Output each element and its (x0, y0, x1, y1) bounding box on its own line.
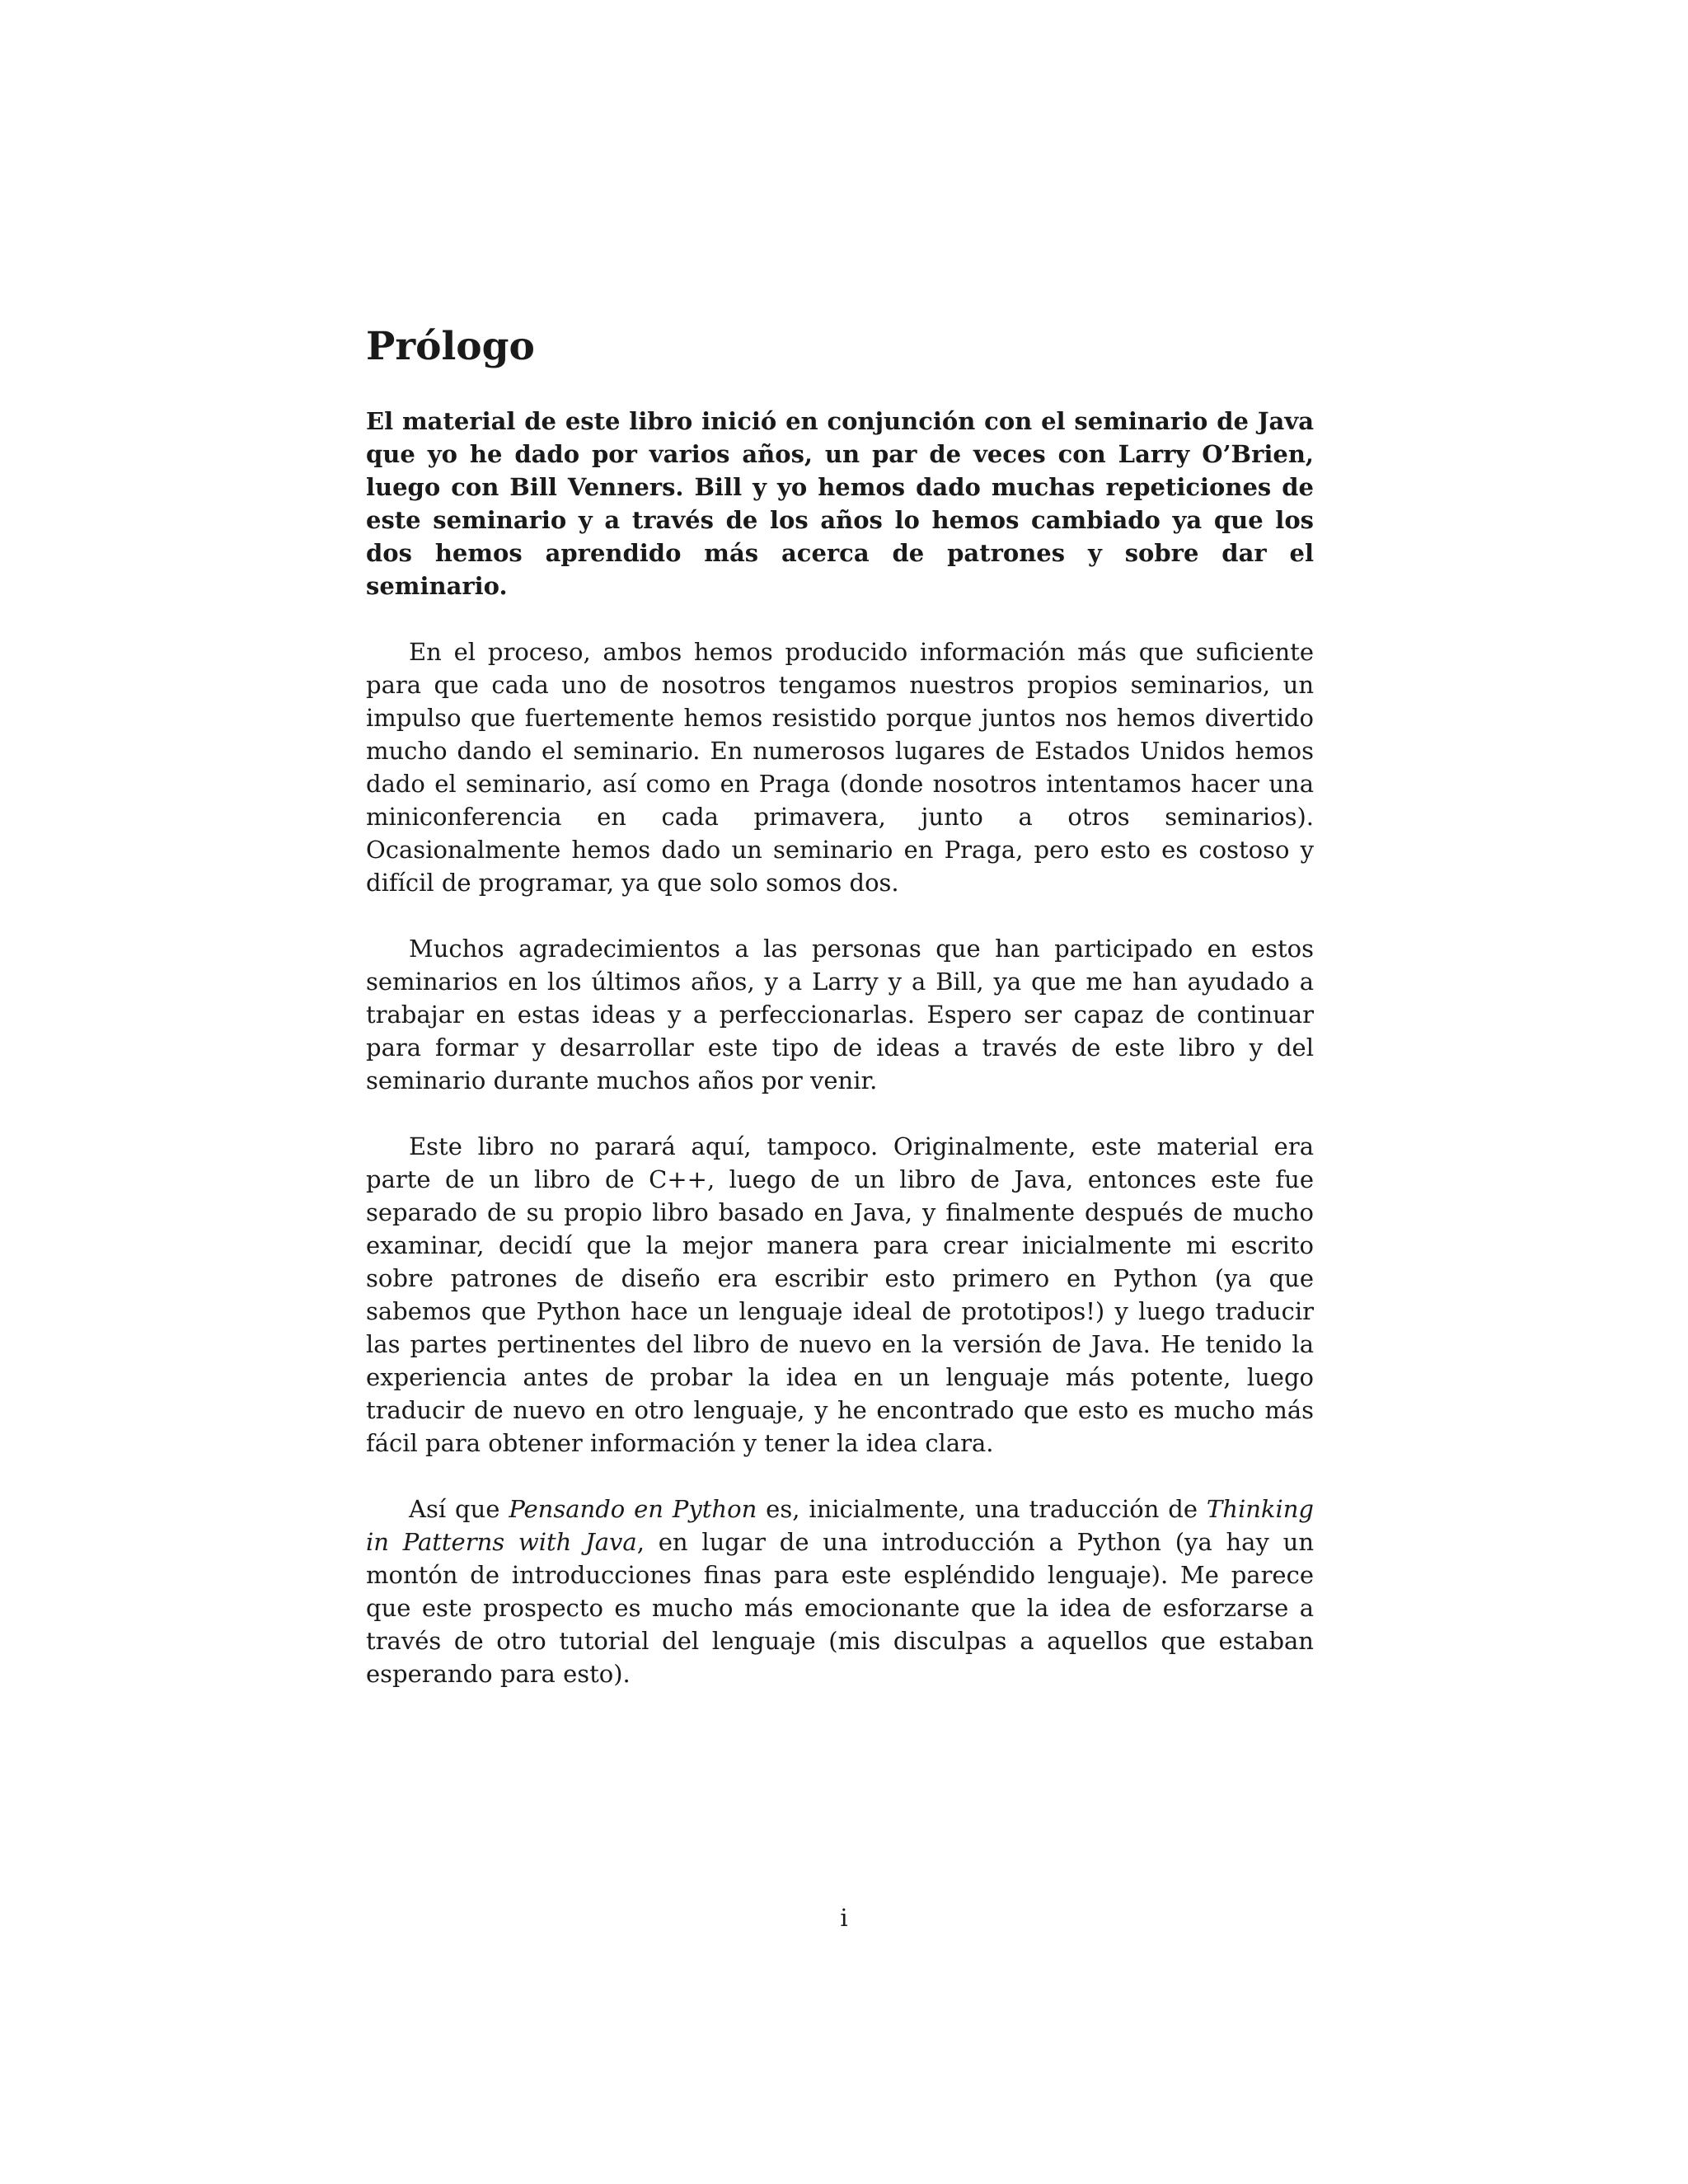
page-number: i (840, 1904, 848, 1932)
text-run: Así que (409, 1494, 509, 1523)
book-title-english: Thinking in Patterns with Java (366, 1494, 1314, 1556)
text-run: , en lugar de una introducción a Python (ya hay un montón de introducciones finas para este espléndido lenguaje). Me parece que este prospecto es mucho más emocionante que la idea de esforzarse a través de otro tutorial del lenguaje (mis disculpas a aquellos que estaban esperando para esto). (366, 1527, 1314, 1688)
text-run: es, inicialmente, una traducción de (757, 1494, 1207, 1523)
book-title-spanish: Pensando en Python (509, 1494, 757, 1523)
document-page (366, 326, 1314, 1723)
chapter-title: Prólogo (366, 324, 535, 369)
body-paragraph-1: En el proceso, ambos hemos producido información más que suficiente para que cada uno de nosotros tengamos nuestros propios seminarios, un impulso que fuertemente hemos resistido porque juntos nos hemos divertido mucho dando el seminario. En numerosos lugares de Estados Unidos hemos dado el seminario, así como en Praga (donde nosotros intentamos hacer una miniconferencia en cada primavera, junto a otros seminarios). Ocasionalmente hemos dado un seminario en Praga, pero esto es costoso y difícil de programar, ya que solo somos dos. (366, 637, 1314, 897)
body-paragraph-3: Este libro no parará aquí, tampoco. Originalmente, este material era parte de un libro de C++, luego de un libro de Java, entonces este fue separado de su propio libro basado en Java, y finalmente después de mucho examinar, decidí que la mejor manera para crear inicialmente mi escrito sobre patrones de diseño era escribir esto primero en Python (ya que sabemos que Python hace un lenguaje ideal de prototipos!) y luego traducir las partes pertinentes del libro de nuevo en la versión de Java. He tenido la experiencia antes de probar la idea en un lenguaje más potente, luego traducir de nuevo en otro lenguaje, y he encontrado que esto es mucho más fácil para obtener información y tener la idea clara. (366, 1132, 1314, 1457)
lead-paragraph: El material de este libro inició en conjunción con el seminario de Java que yo he dado por varios años, un par de veces con Larry O’Brien, luego con Bill Venners. Bill y yo hemos dado muchas repeticiones de este seminario y a través de los años lo hemos cambiado ya que los dos hemos aprendido más acerca de patrones y sobre dar el seminario. (366, 406, 1314, 600)
body-paragraph-4 (366, 1493, 1314, 1690)
body-paragraph-2: Muchos agradecimientos a las personas que han participado en estos seminarios en los últimos años, y a Larry y a Bill, ya que me han ayudado a trabajar en estas ideas y a perfeccionarlas. Espero ser capaz de continuar para formar y desarrollar este tipo de ideas a través de este libro y del seminario durante muchos años por venir. (366, 934, 1314, 1094)
